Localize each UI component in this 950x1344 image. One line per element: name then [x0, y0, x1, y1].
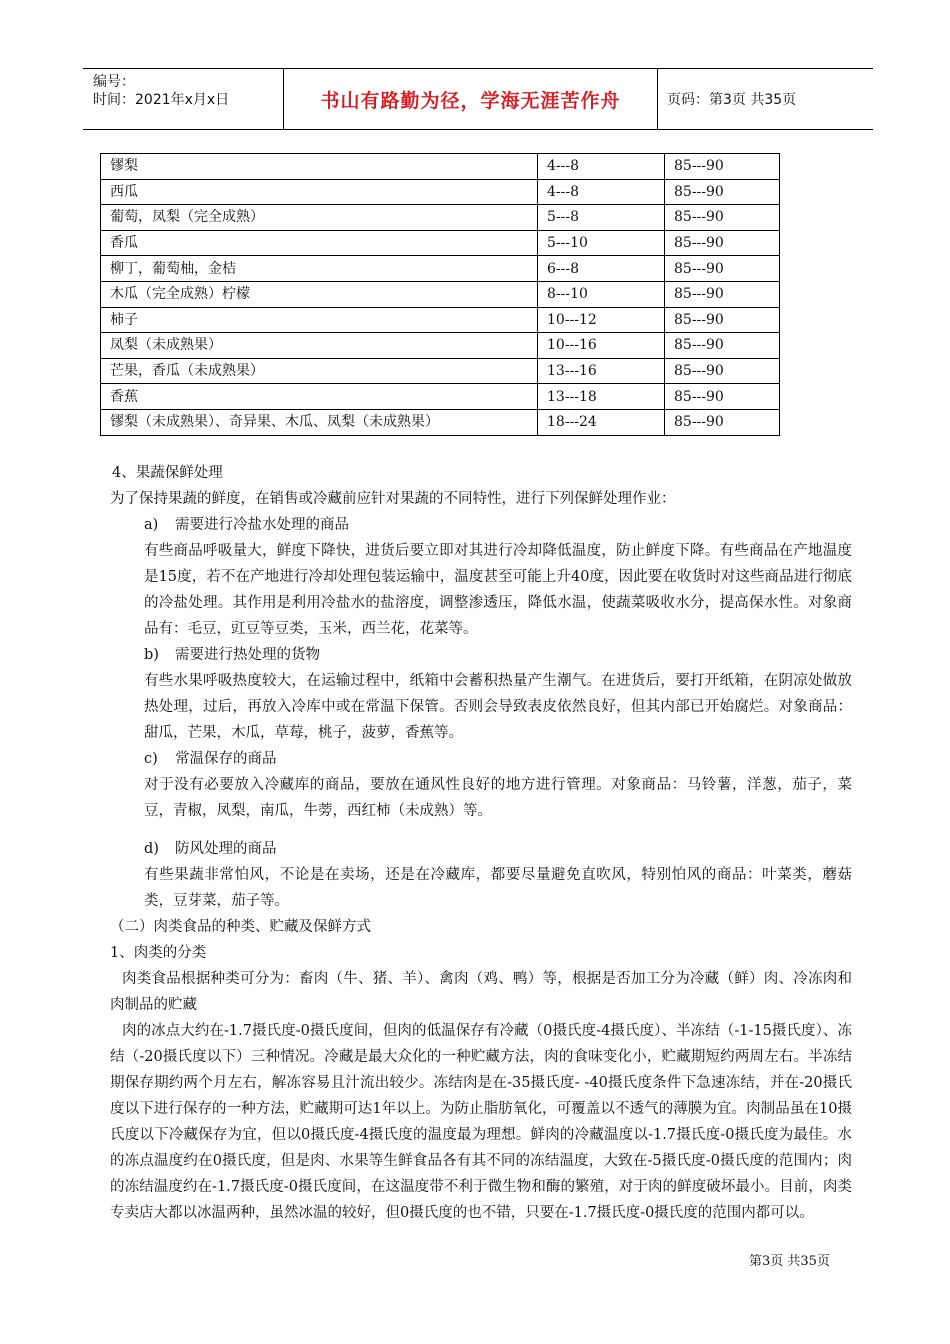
fruit-name: 镠梨: [101, 154, 538, 180]
fruit-name: 凤梨（未成熟果）: [101, 333, 538, 359]
header-motto-cell: [283, 69, 658, 129]
item-d-title: 防风处理的商品: [175, 841, 277, 857]
fruit-name: 柿子: [101, 307, 538, 333]
item-b-title: 需要进行热处理的货物: [175, 647, 320, 663]
item-b-text: 有些水果呼吸热度较大，在运输过程中，纸箱中会蓄积热量产生潮气。在进货后，要打开纸箱，在阴凉处做放热处理，过后，再放入冷库中或在常温下保管。否则会导致表皮依然良好，但其内部已开始腐烂。对象商品：甜瓜，芒果，木瓜，草莓，桃子，菠萝，香蕉等。: [144, 673, 852, 741]
storage-humidity: 85---90: [665, 256, 780, 282]
item-d-label: d): [144, 841, 159, 857]
fruit-name: 芒果，香瓜（未成熟果）: [101, 358, 538, 384]
date-line: 时间：2021年x月x日: [93, 92, 230, 108]
fruit-name: 香瓜: [101, 230, 538, 256]
part2-title: （二）肉类食品的种类、贮藏及保鲜方式: [110, 919, 371, 935]
table-row: [101, 230, 780, 256]
page-header: [83, 68, 873, 130]
fruit-name: 香蕉: [101, 384, 538, 410]
storage-humidity: 85---90: [665, 333, 780, 359]
table-row: [101, 409, 780, 435]
table-row: [101, 384, 780, 410]
meat-storage-text: 肉的冰点大约在-1.7摄氏度-0摄氏度间，但肉的低温保存有冷藏（0摄氏度-4摄氏度）、半冻结（-1-15摄氏度）、冻结（-20摄氏度以下）三种情况。冷藏是最大众化的一种贮藏方法，肉的食味变化小，贮藏期短约两周左右。半冻结期保存期约两个月左右，解冻容易且汁流出较少。冻结肉是在-35摄氏度- -40摄氏度条件下急速冻结，并在-20摄氏度以下进行保存的一种方法，贮藏期可达1年以上。为防止脂肪氧化，可覆盖以不透气的薄膜为宜。肉制品虽在10摄氏度以下冷藏保存为宜，但以0摄氏度-4摄氏度的温度最为理想。鲜肉的冷藏温度以-1.7摄氏度-0摄氏度为最佳。水的冻点温度约在0摄氏度，但是肉、水果等生鲜食品各有其不同的冻结温度，大致在-5摄氏度-0摄氏度的范围内；肉的冻结温度约在-1.7摄氏度-0摄氏度间，在这温度带不利于微生物和酶的繁殖，对于肉的鲜度破坏最小。目前，肉类专卖店大都以冰温两种，虽然冰温的较好，但0摄氏度的也不错，只要在-1.7摄氏度-0摄氏度的范围内都可以。: [110, 1023, 852, 1221]
storage-temp: 13---16: [538, 358, 665, 384]
storage-humidity: 85---90: [665, 281, 780, 307]
item-c-text: 对于没有必要放入冷藏库的商品，要放在通风性良好的地方进行管理。对象商品：马铃薯，洋葱，茄子，菜豆，青椒，凤梨，南瓜，牛蒡，西红柿（未成熟）等。: [144, 777, 852, 819]
section4-title: 4、果蔬保鲜处理: [112, 465, 223, 481]
storage-humidity: 85---90: [665, 230, 780, 256]
table-row: [101, 333, 780, 359]
storage-temp: 18---24: [538, 409, 665, 435]
item-d-text: 有些果蔬非常怕风，不论是在卖场，还是在冷藏库，都要尽量避免直吹风，特别怕风的商品：叶菜类，蘑菇类，豆芽菜，茄子等。: [144, 867, 852, 909]
storage-humidity: 85---90: [665, 307, 780, 333]
meat-classification-text: 肉类食品根据种类可分为：畜肉（牛、猪、羊）、禽肉（鸡、鸭）等，根据是否加工分为冷藏（鲜）肉、冷冻肉和肉制品的贮藏: [110, 971, 852, 1013]
meat-classification-title: 1、肉类的分类: [110, 945, 207, 961]
storage-humidity: 85---90: [665, 205, 780, 231]
footer-page-number: 第3页 共35页: [749, 1254, 830, 1269]
storage-temp: 5---10: [538, 230, 665, 256]
item-a-label: a): [144, 517, 159, 533]
storage-temp: 5---8: [538, 205, 665, 231]
fruit-name: 柳丁，葡萄柚，金桔: [101, 256, 538, 282]
storage-temp: 4---8: [538, 179, 665, 205]
item-a-title: 需要进行冷盐水处理的商品: [175, 517, 349, 533]
table-row: [101, 358, 780, 384]
item-c-label: c): [144, 751, 158, 767]
storage-table: [100, 153, 780, 436]
storage-temp: 10---16: [538, 333, 665, 359]
storage-humidity: 85---90: [665, 358, 780, 384]
storage-temp: 6---8: [538, 256, 665, 282]
fruit-name: 木瓜（完全成熟）柠檬: [101, 281, 538, 307]
number-label: 编号：: [93, 74, 135, 90]
table-row: [101, 154, 780, 180]
fruit-name: 镠梨（未成熟果）、奇异果、木瓜、凤梨（未成熟果）: [101, 409, 538, 435]
item-b-label: b): [144, 647, 159, 663]
fruit-name: 葡萄，凤梨（完全成熟）: [101, 205, 538, 231]
table-row: [101, 205, 780, 231]
storage-humidity: 85---90: [665, 384, 780, 410]
header-page-cell: [657, 69, 873, 129]
header-page-number: 页码：第3页 共35页: [667, 92, 797, 108]
fruit-name: 西瓜: [101, 179, 538, 205]
storage-temp: 8---10: [538, 281, 665, 307]
table-row: [101, 256, 780, 282]
section4-intro: 为了保持果蔬的鲜度，在销售或冷藏前应针对果蔬的不同特性，进行下列保鲜处理作业：: [110, 491, 676, 507]
storage-humidity: 85---90: [665, 154, 780, 180]
table-row: [101, 281, 780, 307]
motto: 书山有路勤为径，学海无涯苦作舟: [320, 90, 621, 112]
item-c-title: 常温保存的商品: [175, 751, 277, 767]
storage-temp: 10---12: [538, 307, 665, 333]
storage-temp: 13---18: [538, 384, 665, 410]
table-row: [101, 307, 780, 333]
item-a-text: 有些商品呼吸量大，鲜度下降快，进货后要立即对其进行冷却降低温度，防止鲜度下降。有些商品在产地温度是15度，若不在产地进行冷却处理包装运输中，温度甚至可能上升40度，因此要在收货时对这些商品进行彻底的冷盐处理。其作用是利用冷盐水的盐溶度，调整渗透压，降低水温，使蔬菜吸收水分，提高保水性。对象商品有：毛豆，豇豆等豆类，玉米，西兰花，花菜等。: [144, 543, 852, 637]
header-meta: [83, 69, 283, 129]
table-row: [101, 179, 780, 205]
storage-humidity: 85---90: [665, 179, 780, 205]
storage-humidity: 85---90: [665, 409, 780, 435]
storage-temp: 4---8: [538, 154, 665, 180]
